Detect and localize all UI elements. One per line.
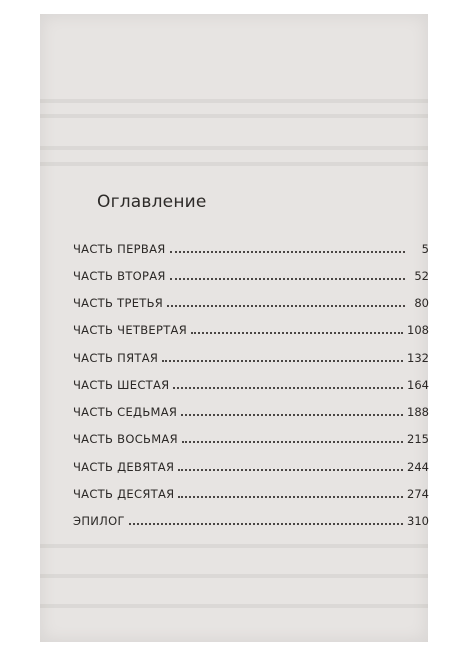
toc-entry-page: 310 — [407, 514, 429, 528]
toc-entry-page: 80 — [414, 296, 429, 310]
toc-entry[interactable] — [73, 376, 429, 392]
show-through-text — [40, 574, 428, 578]
dot-leader — [181, 413, 403, 416]
toc-entry-page: 274 — [407, 487, 429, 501]
toc-entry-label: ЧАСТЬ СЕДЬМАЯ — [73, 405, 178, 419]
toc-entry-page: 132 — [407, 351, 429, 365]
toc-entry[interactable] — [73, 485, 429, 501]
toc-entry-page: 215 — [407, 432, 429, 446]
show-through-text — [40, 604, 428, 608]
toc-entry-page: 244 — [407, 460, 429, 474]
toc-entry-label: ЭПИЛОГ — [73, 514, 125, 528]
dot-leader — [178, 468, 403, 471]
toc-entry-label: ЧАСТЬ ПЕРВАЯ — [73, 242, 166, 256]
toc-entry-page: 188 — [407, 405, 429, 419]
toc-entry-label: ЧАСТЬ ТРЕТЬЯ — [73, 296, 164, 310]
dot-leader — [167, 304, 405, 307]
toc-entry-label: ЧАСТЬ ВТОРАЯ — [73, 269, 166, 283]
dot-leader — [129, 522, 403, 525]
toc-entry-label: ЧАСТЬ ЧЕТВЕРТАЯ — [73, 323, 187, 337]
toc-entry[interactable] — [73, 458, 429, 474]
toc-entry-page: 164 — [407, 378, 429, 392]
show-through-text — [40, 162, 428, 166]
toc-entry-label: ЧАСТЬ ДЕВЯТАЯ — [73, 460, 175, 474]
dot-leader — [173, 386, 403, 389]
toc-entry[interactable] — [73, 240, 429, 256]
toc-entry[interactable] — [73, 430, 429, 446]
dot-leader — [178, 495, 403, 498]
toc-entry-label: ЧАСТЬ ДЕСЯТАЯ — [73, 487, 175, 501]
show-through-text — [40, 99, 428, 103]
toc-entry[interactable] — [73, 294, 429, 310]
toc-entry-page: 5 — [421, 242, 429, 256]
dot-leader — [162, 359, 403, 362]
show-through-text — [40, 544, 428, 548]
dot-leader — [170, 250, 405, 253]
toc-entry-page: 108 — [407, 323, 429, 337]
toc-entry-label: ЧАСТЬ ПЯТАЯ — [73, 351, 159, 365]
toc-title: Оглавление — [97, 192, 207, 212]
toc-entry[interactable] — [73, 512, 429, 528]
show-through-text — [40, 114, 428, 118]
toc-entry-label: ЧАСТЬ ШЕСТАЯ — [73, 378, 170, 392]
toc-entry[interactable] — [73, 267, 429, 283]
dot-leader — [182, 440, 403, 443]
dot-leader — [191, 331, 403, 334]
show-through-text — [40, 146, 428, 150]
toc-entry[interactable] — [73, 349, 429, 365]
dot-leader — [170, 277, 405, 280]
toc-entry-page: 52 — [414, 269, 429, 283]
toc-entry[interactable] — [73, 403, 429, 419]
toc-entry-label: ЧАСТЬ ВОСЬМАЯ — [73, 432, 178, 446]
toc-entry[interactable] — [73, 321, 429, 337]
